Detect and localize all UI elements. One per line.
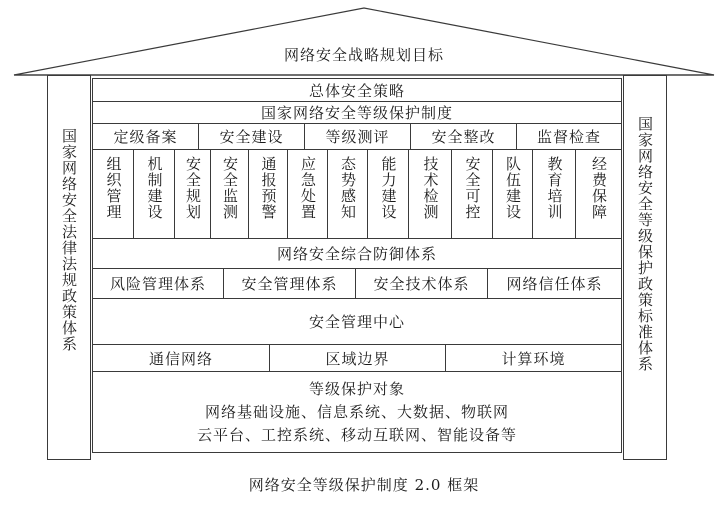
- stage-item: 监督检查: [516, 123, 622, 150]
- protected-objects-box: [92, 371, 622, 453]
- stage-item: 安全整改: [410, 123, 517, 150]
- subsystem-item: 安全管理体系: [223, 268, 356, 299]
- stage-item: 等级测评: [304, 123, 411, 150]
- system-box: 国家网络安全等级保护制度: [92, 101, 622, 124]
- protected-objects-title: 等级保护对象: [308, 379, 405, 398]
- measure-item: 技术检测: [408, 149, 452, 239]
- stage-item: 安全建设: [198, 123, 305, 150]
- measure-item: 应急处置: [287, 149, 328, 239]
- left-pillar: [47, 75, 91, 460]
- right-pillar-text: 国家网络安全等级保护政策标准体系: [636, 116, 654, 372]
- protected-objects-line2: 云平台、工控系统、移动互联网、智能设备等: [196, 425, 517, 444]
- environment-item: 区域边界: [269, 344, 446, 372]
- measure-item: 态势感知: [327, 149, 368, 239]
- subsystem-item: 安全技术体系: [355, 268, 488, 299]
- measure-item: 安全规划: [174, 149, 211, 239]
- subsystem-item: 风险管理体系: [92, 268, 224, 299]
- roof-triangle: [0, 0, 728, 80]
- environment-item: 计算环境: [445, 344, 622, 372]
- stage-item: 定级备案: [92, 123, 199, 150]
- measure-item: 教育培训: [532, 149, 576, 239]
- figure-caption: 网络安全等级保护制度 2.0 框架: [248, 476, 480, 494]
- measure-item: 经费保障: [575, 149, 622, 239]
- measure-item: 组织管理: [92, 149, 134, 239]
- measure-item: 队伍建设: [492, 149, 533, 239]
- measure-item: 通报预警: [248, 149, 288, 239]
- roof-title: 网络安全战略规划目标: [283, 46, 444, 64]
- environment-item: 通信网络: [92, 344, 270, 372]
- measure-item: 安全可控: [451, 149, 493, 239]
- strategy-box: 总体安全策略: [92, 78, 622, 102]
- right-pillar: [623, 75, 667, 460]
- management-center-box: 安全管理中心: [92, 298, 622, 345]
- measure-item: 机制建设: [133, 149, 175, 239]
- protected-objects-line1: 网络基础设施、信息系统、大数据、物联网: [204, 402, 509, 421]
- measure-item: 安全监测: [210, 149, 249, 239]
- defense-box: 网络安全综合防御体系: [92, 238, 622, 269]
- left-pillar-text: 国家网络安全法律法规政策体系: [60, 128, 78, 352]
- measure-item: 能力建设: [367, 149, 409, 239]
- subsystem-item: 网络信任体系: [487, 268, 622, 299]
